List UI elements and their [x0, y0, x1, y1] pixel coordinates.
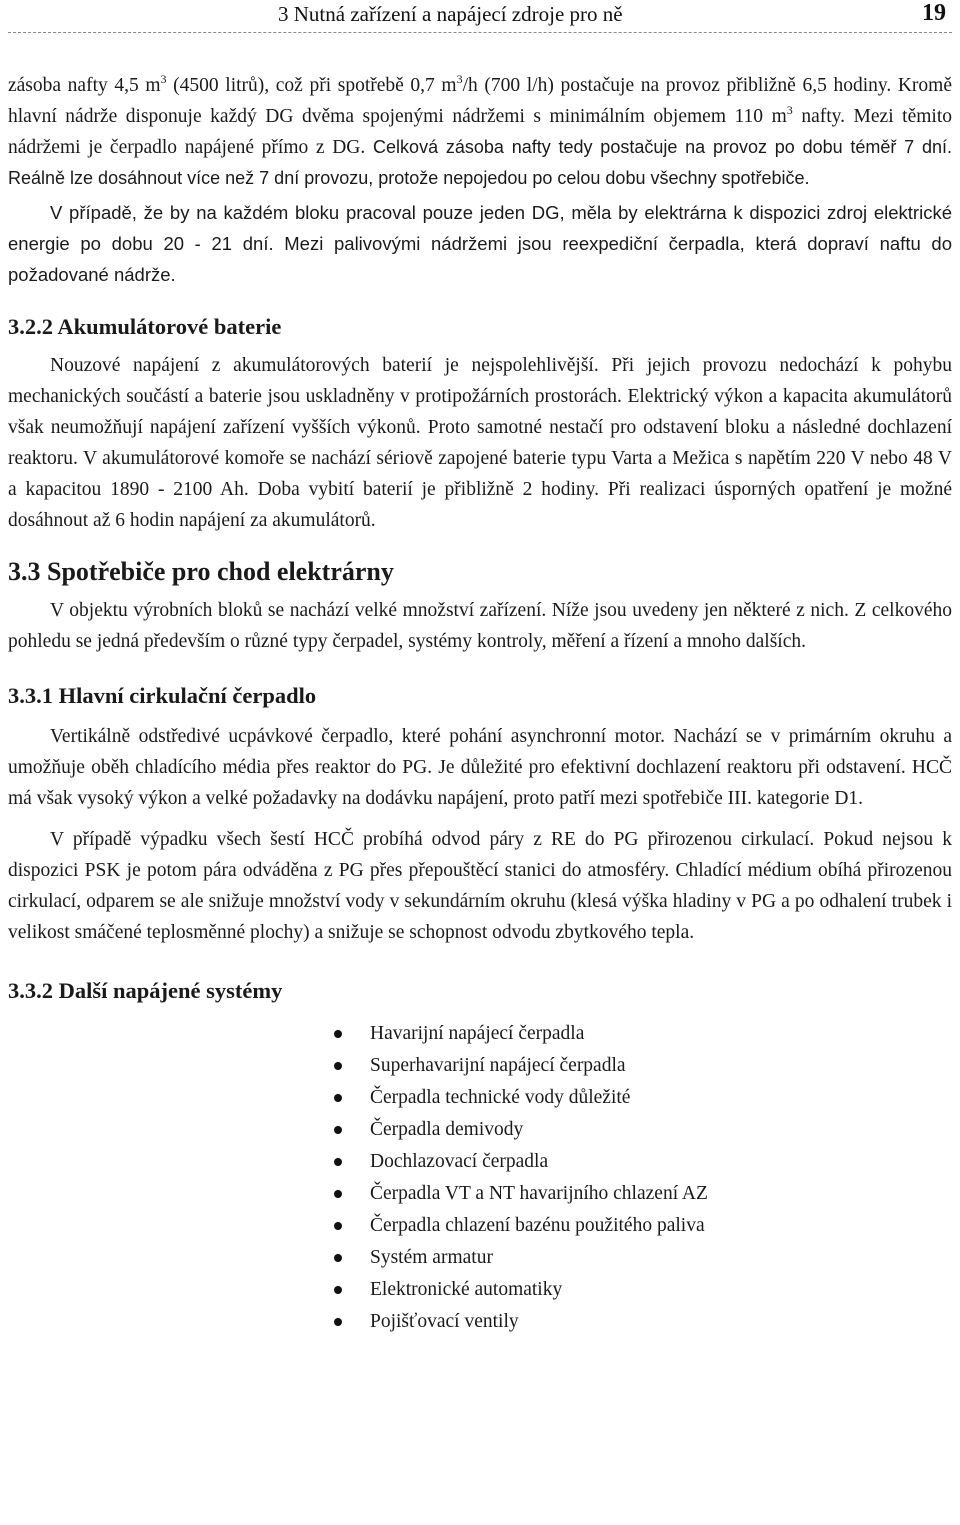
list-item: Čerpadla demivody: [8, 1114, 952, 1146]
text-span: /h (700 l/h) postačuje na provoz přibližně 6,5 hodiny. Kromě hlavní nádrže disponuje každý DG dvěma spojenými nádržemi s minimálním objemem 110 m: [8, 75, 952, 127]
paragraph-single-dg: V případě, že by na každém bloku pracoval pouze jeden DG, měla by elektrárna k dispozici zdroj elektrické energie po dobu 20 - 21 dní. Mezi palivovými nádržemi jsou reexpediční čerpadla, která dopraví naftu do požadované nádrže.: [8, 202, 952, 285]
list-item: Systém armatur: [8, 1242, 952, 1274]
section-heading-3-2-2: 3.2.2 Akumulátorové baterie: [8, 314, 282, 339]
list-item: Čerpadla chlazení bazénu použitého paliva: [8, 1210, 952, 1242]
text-span-sans: Celková zásoba nafty tedy postačuje na provoz po dobu téměř 7 dní. Reálně lze dosáhnout více než 7 dní provozu, protože nepojedou po celou dobu všechny spotřebiče.: [8, 137, 953, 188]
text-span: (4500 litrů), což při spotřebě 0,7 m: [166, 75, 457, 96]
superscript: 3: [786, 103, 793, 117]
list-item: Dochlazovací čerpadla: [8, 1146, 952, 1178]
section-heading-3-3-2: 3.3.2 Další napájené systémy: [8, 978, 283, 1003]
paragraph-batteries: Nouzové napájení z akumulátorových baterií je nejspolehlivější. Při jejich provozu nedochází k pohybu mechanických součástí a baterie jsou uskladněny v protipožárních prostorách. Elektrický výkon a kapacita akumulátorů však neumožňují napájení zařízení vyšších výkonů. Proto samotné nestačí pro odstavení bloku a následné dochlazení reaktoru. V akumulátorové komoře se nachází sériově zapojené baterie typu Varta a Mežica s napětím 220 V nebo 48 V a kapacitou 1890 - 2100 Ah. Doba vybití baterií je přibližně 2 hodiny. Při realizaci úsporných opatření je možné dosáhnout až 6 hodin napájení za akumulátorů.: [8, 355, 952, 531]
list-item: Čerpadla technické vody důležité: [8, 1082, 952, 1114]
page-header: [8, 0, 952, 33]
section-heading-3-3: 3.3 Spotřebiče pro chod elektrárny: [8, 557, 394, 586]
text-span: nafty. Mezi těmito nádržemi je čerpadlo napájené přímo z DG.: [8, 106, 952, 158]
list-item: Superhavarijní napájecí čerpadla: [8, 1050, 952, 1082]
paragraph-consumers: V objektu výrobních bloků se nachází velké množství zařízení. Níže jsou uvedeny jen některé z nich. Z celkového pohledu se jedná především o různé typy čerpadel, systémy kontroly, měření a řízení a mnoho dalších.: [8, 600, 952, 652]
list-item: Havarijní napájecí čerpadla: [8, 1018, 952, 1050]
page-content: [8, 70, 952, 1338]
superscript: 3: [160, 72, 167, 86]
list-item: Čerpadla VT a NT havarijního chlazení AZ: [8, 1178, 952, 1210]
paragraph-hcc-failure: V případě výpadku všech šestí HCČ probíhá odvod páry z RE do PG přirozenou cirkulací. Pokud nejsou k dispozici PSK je potom pára odváděna z PG přes přepouštěcí stanici do atmosféry. Chladící médium obíhá přirozenou cirkulací, odparem se ale snižuje množství vody v sekundárním okruhu (klesá výška hladiny v PG a po odhalení trubek i velikost smáčené teplosměnné plochy) a snižuje se schopnost odvodu zbytkového tepla.: [8, 829, 952, 943]
text-span: zásoba nafty 4,5 m: [8, 75, 161, 96]
paragraph-fuel-reserve: [8, 70, 952, 194]
page-number: 19: [922, 0, 946, 26]
chapter-title: 3 Nutná zařízení a napájecí zdroje pro ně: [278, 2, 623, 26]
list-item: Elektronické automatiky: [8, 1274, 952, 1306]
powered-systems-list: [8, 1018, 952, 1338]
superscript: 3: [456, 72, 463, 86]
section-heading-3-3-1: 3.3.1 Hlavní cirkulační čerpadlo: [8, 683, 317, 708]
list-item: Pojišťovací ventily: [8, 1306, 952, 1338]
paragraph-hcc: Vertikálně odstředivé ucpávkové čerpadlo, které pohání asynchronní motor. Nachází se v primárním okruhu a umožňuje oběh chladícího média přes reaktor do PG. Je důležité pro efektivní dochlazení reaktoru při odstavení. HCČ má však vysoký výkon a velké požadavky na dodávku napájení, proto patří mezi spotřebiče III. kategorie D1.: [8, 726, 952, 809]
